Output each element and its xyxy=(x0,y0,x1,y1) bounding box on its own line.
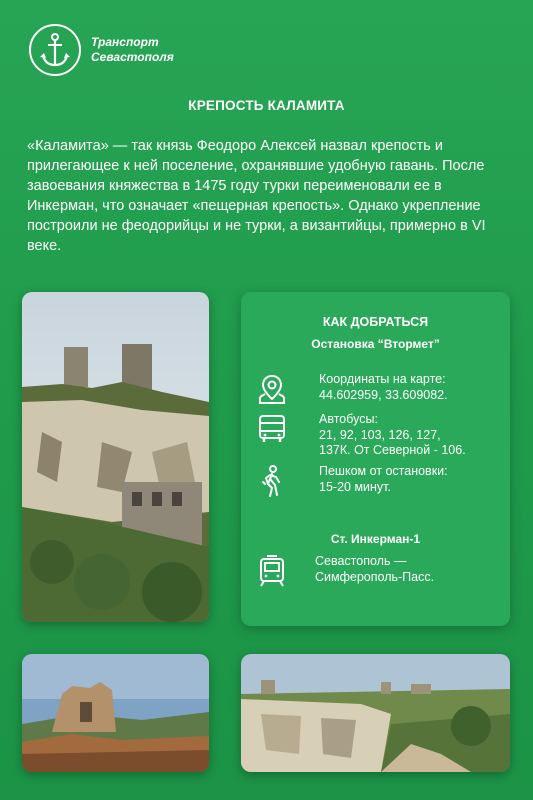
bus-label: Автобусы: xyxy=(319,412,378,426)
brand-line-2: Севастополя xyxy=(91,50,174,64)
station-name: Ст. Инкерман-1 xyxy=(330,532,421,546)
coords-value: 44.602959, 33.609082. xyxy=(319,387,448,402)
walk-label: Пешком от остановки: xyxy=(319,464,448,478)
walk-value: 15-20 минут. xyxy=(319,479,391,494)
page-title: КРЕПОСТЬ КАЛАМИТА xyxy=(188,98,345,113)
bus-stop-name: Остановка “Втормет” xyxy=(311,337,440,351)
location-pin-icon xyxy=(255,372,289,406)
train-route-1: Севастополь — xyxy=(315,554,407,568)
brand-line-1: Транспорт xyxy=(91,35,159,49)
walking-person-icon xyxy=(255,464,289,498)
brand-logo xyxy=(27,22,174,78)
fortress-tower-photo xyxy=(22,654,209,772)
fortress-panorama-photo xyxy=(241,654,510,772)
directions-card xyxy=(241,292,510,626)
bus-row xyxy=(255,412,502,459)
bus-icon xyxy=(255,412,289,446)
bus-routes-2: 137К. От Северной - 106. xyxy=(319,443,466,457)
coords-row xyxy=(255,372,502,406)
intro-text: «Каламита» — так князь Феодоро Алексей назвал крепость и прилегающее к ней поселение, охранявшие удобную гавань. После завоевания княжества в 1475 году турки переименовали ее в Инкерман, что означает «пещерная крепость». Однако укрепление построили не феодорийцы и не турки, а византийцы, примерно в VI веке. xyxy=(27,138,486,254)
directions-heading: КАК ДОБРАТЬСЯ xyxy=(322,315,429,329)
coords-label: Координаты на карте: xyxy=(319,372,446,386)
fortress-cliff-photo xyxy=(22,292,209,622)
anchor-icon xyxy=(27,22,83,78)
train-icon xyxy=(255,554,289,588)
bus-routes-1: 21, 92, 103, 126, 127, xyxy=(319,427,441,442)
train-row xyxy=(255,554,502,588)
walk-row xyxy=(255,464,502,498)
train-route-2: Симферополь-Пасс. xyxy=(315,569,435,584)
